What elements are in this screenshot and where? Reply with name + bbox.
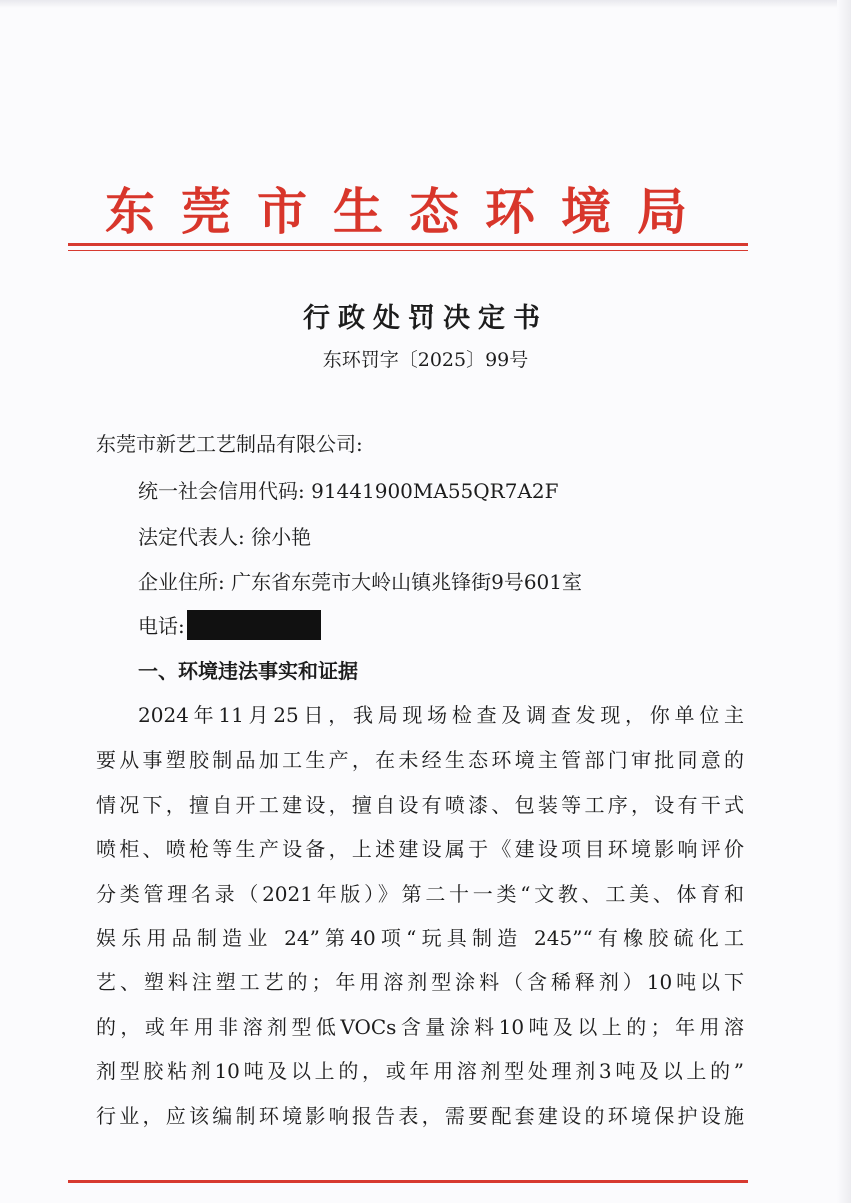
- section-heading-violation-facts: 一、环境违法事实和证据: [138, 659, 358, 683]
- body-line: 分类管理名录（2021年版）》第二十一类“文教、工美、体育和: [96, 882, 744, 906]
- letterhead-red-rule-thin: [68, 250, 748, 251]
- enterprise-address: 企业住所: 广东省东莞市大岭山镇兆锋街9号601室: [138, 570, 582, 594]
- recipient-name: 东莞市新艺工艺制品有限公司:: [96, 432, 363, 456]
- body-line: 艺、塑料注塑工艺的；年用溶剂型涂料（含稀释剂）10吨以下: [96, 970, 744, 994]
- credit-code: 统一社会信用代码: 91441900MA55QR7A2F: [138, 479, 559, 503]
- body-line: 喷柜、喷枪等生产设备，上述建设属于《建设项目环境影响评价: [96, 837, 744, 861]
- letterhead-red-rule: [68, 243, 748, 246]
- scan-edge-right: [837, 0, 851, 1203]
- phone-line: [138, 610, 321, 640]
- document-number: 东环罚字〔2025〕99号: [322, 349, 529, 371]
- document-title: 行政处罚决定书: [303, 303, 548, 334]
- phone-redaction-block: [187, 610, 321, 640]
- legal-representative: 法定代表人: 徐小艳: [138, 525, 312, 549]
- body-line: 剂型胶粘剂10吨及以上的，或年用溶剂型处理剂3吨及以上的”: [96, 1059, 744, 1083]
- body-line: 的，或年用非溶剂型低VOCs含量涂料10吨及以上的；年用溶: [96, 1015, 744, 1039]
- body-line: 娱乐用品制造业 24”第40项“玩具制造 245”“有橡胶硫化工: [96, 926, 744, 950]
- body-line: 情况下，擅自开工建设，擅自设有喷漆、包装等工序，设有干式: [96, 793, 744, 817]
- body-line: 2024年11月25日，我局现场检查及调查发现，你单位主: [138, 703, 744, 727]
- footer-red-rule: [68, 1180, 748, 1183]
- body-line: 行业，应该编制环境影响报告表，需要配套建设的环境保护设施: [96, 1104, 744, 1128]
- scan-edge-top: [0, 0, 851, 8]
- phone-label: 电话:: [138, 614, 185, 638]
- body-line: 要从事塑胶制品加工生产，在未经生态环境主管部门审批同意的: [96, 748, 744, 772]
- issuing-authority-letterhead: 东莞市生态环境局: [105, 182, 713, 241]
